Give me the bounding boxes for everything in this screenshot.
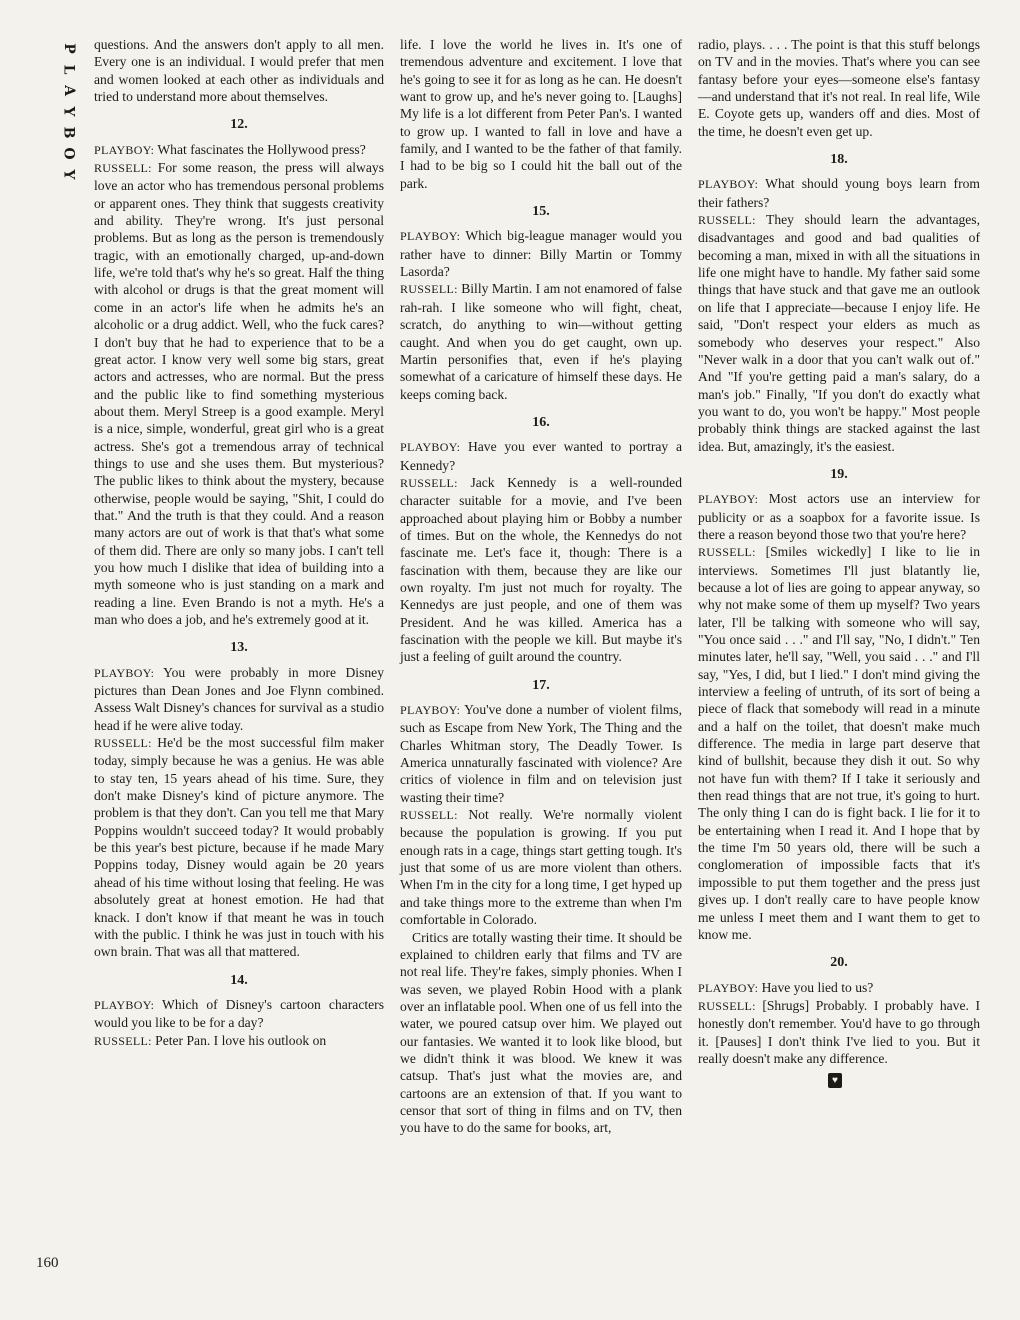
question-number: 16. — [532, 414, 550, 430]
spine-letter: O — [60, 147, 77, 160]
interviewer-question — [400, 701, 682, 806]
interviewee-answer — [94, 1032, 384, 1050]
speaker-label: PLAYBOY: — [94, 665, 155, 680]
speaker-label: RUSSELL: — [94, 736, 152, 751]
spine-letter: Y — [60, 169, 77, 180]
paragraph-text: [Shrugs] Probably. I probably have. I honestly don't remember. You'd have to go through it. [Pauses] I don't think I've lied to you. But it really doesn't make any difference. — [698, 997, 980, 1066]
speaker-label: RUSSELL: — [698, 998, 756, 1013]
interviewer-question — [94, 664, 384, 734]
paragraph-text: Which of Disney's cartoon characters would you like to be for a day? — [94, 996, 384, 1031]
end-of-article-icon: ♥ — [828, 1073, 842, 1088]
spine-letter: A — [60, 85, 77, 96]
interviewee-answer — [698, 543, 980, 943]
speaker-label: PLAYBOY: — [94, 142, 155, 157]
speaker-label: RUSSELL: — [94, 161, 152, 176]
paragraph-text: You were probably in more Disney pictures than Dean Jones and Joe Flynn combined. Assess Walt Disney's chances for survival as a studio head if he were alive today. — [94, 664, 384, 733]
paragraph-text: Not really. We're normally violent because the population is growing. If you put enough rats in a cage, things start getting tough. It's just that some of us are more violent than others. When I'm in the city for a long time, I get hyped up and take things more to the extreme than when I'm comfortable in Colorado. — [400, 807, 682, 928]
speaker-label: RUSSELL: — [94, 1033, 152, 1048]
paragraph-text: For some reason, the press will always love an actor who has tremendous personal problems or apparent ones. They think that suggests creativity and ability. They're wrong. It's just personal problems. But as long as the person is tremendously tragic, with an emotionally charged, up-and-down life, we're told that's why he's so great. Half the thing with alcohol or drugs is that the great moment will come in an actor's life when he admits he's an alcoholic or a drug addict. Well, who the fuck cares? I don't buy that he had to experience that to be a great actor. I know very well some big stars, great actors and actresses, who are normal. But the press and the public like to find something mysterious about them. Meryl Streep is a good example. Meryl is a nice, simple, wonderful, great girl who is a great actress. She's got a tremendous array of technical things to use and she uses them. But mysterious? The public likes to think about the mystery, because otherwise, people would be saying, "Shit, I could do that." And the truth is that they could. And a reason many actors are out of work is that that's what some of them did. There are only so many jobs. I can't tell you how much I dislike that idea of building into a myth someone who is just standing on a mark and reading a line. Even Brando is not a myth. He's a man who does a job, and he's extremely good at it. — [94, 160, 384, 627]
spine-letter: L — [60, 64, 77, 75]
interviewer-question — [94, 141, 384, 159]
paragraph: radio, plays. . . . The point is that this stuff belongs on TV and in the movies. That's where you can see fantasy before your eyes—someone else's fantasy—and understand that it's not real. In real life, Wile E. Coyote gets up, wanders off and dies. Most of the time, he doesn't even get up. — [698, 37, 980, 139]
paragraph-text: Most actors use an interview for publicity or as a soapbox for a favorite issue. Is there a reason beyond those two that you're here? — [698, 491, 980, 542]
speaker-label: RUSSELL: — [400, 475, 458, 490]
speaker-label: RUSSELL: — [400, 808, 458, 823]
question-number: 18. — [830, 152, 848, 168]
interviewer-question — [698, 175, 980, 211]
spine-letter: P — [60, 43, 77, 54]
paragraph: life. I love the world he lives in. It's one of tremendous adventure and excitement. I love that he's going to see it for as long as he can. He doesn't want to grow up, and he's never going to. [Laughs] My life is a lot different from Peter Pan's. I wanted to grow up. I wanted to fall in love and have a family, and I wanted to be the father of that family. I had to be big so I could hit the ball out of the park. — [400, 37, 682, 191]
interviewee-answer — [400, 474, 682, 666]
question-number: 15. — [532, 204, 550, 220]
page-number: 160 — [36, 1255, 59, 1271]
magazine-spine-title — [60, 38, 77, 185]
interviewee-answer — [94, 159, 384, 628]
paragraph-text: [Smiles wickedly] I like to lie in interviews. Sometimes I'll just blatantly lie, because a lot of lies are going to appear anyway, so why not make some of them up myself? Two years later, I'll be talking with someone who will say, "You once said . . ." and I'll say, "No, I didn't." Ten minutes later, he'll say, "Well, you said . . ." and I'll say, "Yes, I did, but I lied." I don't mind giving the interview a feeling of untruth, of its sort of being a piece of flack that somebody will read in a minute and a half on the toilet, that doesn't make much difference. The media in large part deserve that kind of bullshit, because they dish it out. So why not have fun with them? If I take it seriously and then read things that are not true, it's going to hurt. The only thing I can do is fight back. I lie for it to be entertaining when I read it. And I hope that by the time I'm 50 years old, there will be such a conglomeration of impossible facts that it's impossible to put them together and the press just gives up. I don't really care to have people know me unless I meet them and I want them to get to know me. — [698, 544, 980, 942]
spine-letter: Y — [60, 106, 77, 117]
speaker-label: PLAYBOY: — [698, 492, 759, 507]
paragraph-text: Jack Kennedy is a well-rounded character suitable for a movie, and I've been approached about playing him or Bobby a number of times. But on the whole, the Kennedys do not fascinate me. Let's face it, though: There is a fascination with them, because they are like our own royalty. I'm just not much for royalty. The Kennedys are just people, and one of them was President. And he was killed. America has a fascination with the people we kill. But maybe it's just a feeling of guilt around the country. — [400, 474, 682, 665]
speaker-label: PLAYBOY: — [400, 440, 461, 455]
speaker-label: PLAYBOY: — [698, 177, 759, 192]
paragraph: questions. And the answers don't apply to all men. Every one is an individual. I would prefer that men and women looked at each other as individuals and tried to understand more about themselves. — [94, 37, 384, 105]
question-number: 14. — [230, 972, 248, 988]
interviewee-answer — [698, 211, 980, 455]
question-number: 13. — [230, 640, 248, 656]
paragraph-text: They should learn the advantages, disadvantages and good and bad qualities of becoming a man, mixed in with all the situations in life one might have to handle. My father said some things that have stuck and that gave me an outlook on life that I appreciate—because I enjoy life. He said, "Don't respect your elders as much as somebody who deserves your respect." Also "Never walk in a door that you can't walk out of." And "If you're getting paid a man's salary, do a man's job." Finally, "If you don't do exactly what you want to do, you won't be happy." Most people probably think things are stacked against the last idea. But, amazingly, it's the easiest. — [698, 212, 980, 454]
paragraph-text: Billy Martin. I am not enamored of false rah-rah. I like someone who will fight, cheat, scratch, do anything to win—without getting caught. And when you do get caught, own up. Martin personifies that, even if he's playing somewhat of a caricature of himself these days. He keeps coming back. — [400, 281, 682, 402]
speaker-label: RUSSELL: — [698, 545, 756, 560]
paragraph-text: Peter Pan. I love his outlook on — [151, 1032, 327, 1048]
paragraph-text: Have you lied to us? — [758, 979, 874, 995]
question-number: 12. — [230, 117, 248, 133]
question-number: 20. — [830, 955, 848, 971]
paragraph-text: What fascinates the Hollywood press? — [154, 141, 366, 157]
paragraph-text: You've done a number of violent films, such as Escape from New York, The Thing and the Charles Whitman story, The Deadly Tower. Is America unnaturally fascinated with violence? Are critics of violence in film and on television just wasting their time? — [400, 702, 682, 805]
speaker-label: PLAYBOY: — [400, 703, 461, 718]
paragraph-text: Have you ever wanted to portray a Kennedy? — [400, 439, 682, 473]
interviewee-answer — [400, 280, 682, 402]
interviewer-question — [94, 996, 384, 1032]
interviewer-question — [698, 979, 980, 997]
speaker-label: PLAYBOY: — [698, 980, 759, 995]
question-number: 17. — [532, 677, 550, 693]
interviewer-question — [698, 490, 980, 543]
speaker-label: PLAYBOY: — [94, 997, 155, 1012]
interviewee-answer — [400, 806, 682, 928]
text-column-2 — [400, 36, 682, 1137]
paragraph-text: Which big-league manager would you rather have to dinner: Billy Martin or Tommy Lasorda? — [400, 228, 682, 280]
interviewer-question — [400, 438, 682, 474]
text-column-3 — [698, 36, 980, 1088]
spine-letter: B — [60, 126, 77, 139]
interviewee-answer — [94, 734, 384, 960]
text-column-1 — [94, 36, 384, 1050]
interviewer-question — [400, 227, 682, 280]
speaker-label: RUSSELL: — [698, 213, 756, 228]
interviewee-answer — [698, 997, 980, 1067]
paragraph: Critics are totally wasting their time. It should be explained to children early that films and TV are not real life. They're fakes, simply phonies. When I was seven, we played Robin Hood with a plank over an inflatable pool. When one of us fell into the water, we poured catsup over him. We played out our fantasies. We wanted it to look like blood, but we didn't think it was blood. We knew it was catsup. That's just what the movies are, and cartoons are an extension of that. If you want to censor that sort of thing in films and on TV, then you have to do the same for books, art, — [400, 929, 682, 1136]
paragraph-text: He'd be the most successful film maker today, simply because he was a genius. He was able to stay ten, 15 years ahead of his time. Sure, they don't make Disney's kind of picture anymore. The problem is that they don't. Can you tell me that Mary Poppins wouldn't succeed today? It would probably be this year's best picture, because if he made Mary Poppins today, Disney would again be 20 years ahead of his time without losing that feeling. He was absolutely great at honest emotion. He had that knack. I don't know if that meant he was in touch with the public. I think he was just in touch with his own brain. That was all that mattered. — [94, 735, 384, 960]
question-number: 19. — [830, 466, 848, 482]
speaker-label: RUSSELL: — [400, 282, 458, 297]
paragraph-text: What should young boys learn from their fathers? — [698, 176, 980, 210]
speaker-label: PLAYBOY: — [400, 229, 461, 244]
